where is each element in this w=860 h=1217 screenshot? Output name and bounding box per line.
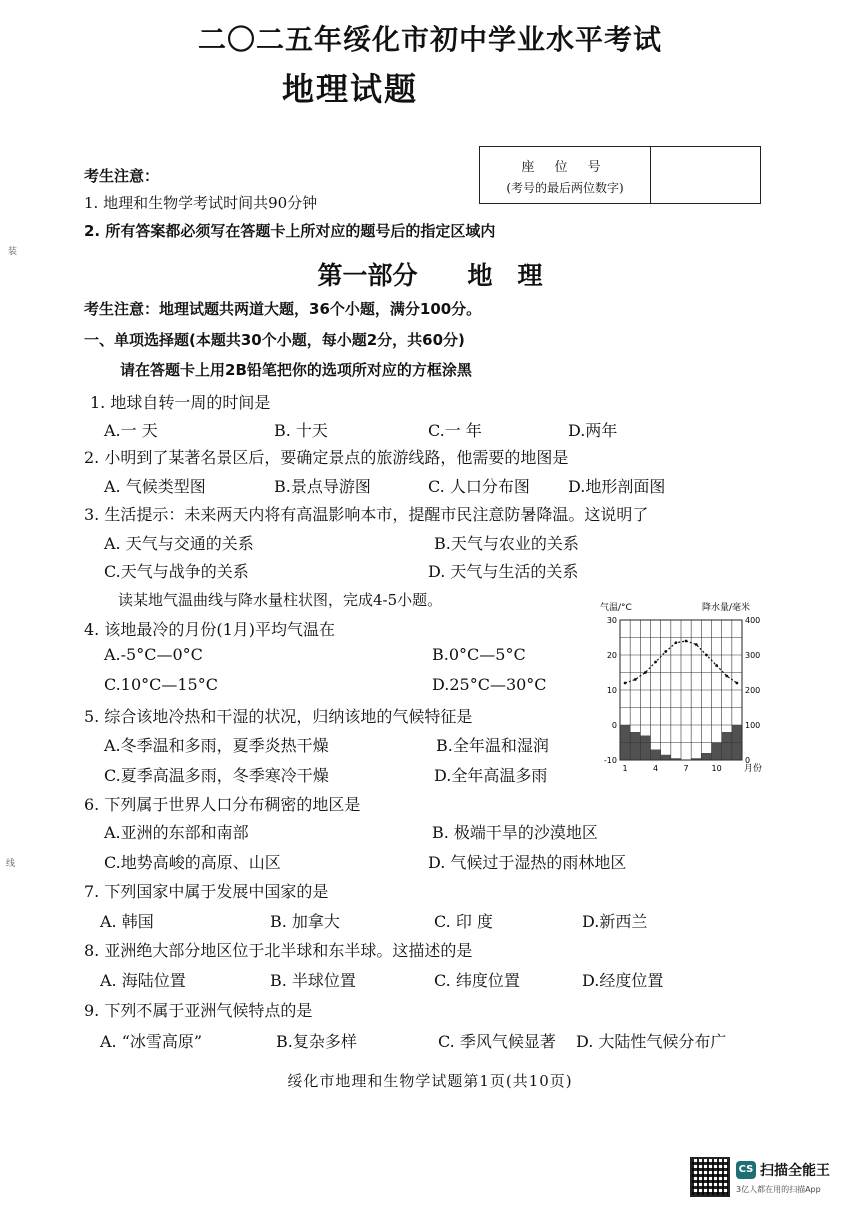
question-option: A.冬季温和多雨，夏季炎热干燥 bbox=[104, 736, 329, 755]
precipitation-bar bbox=[630, 732, 640, 760]
question-option: A.-5°C—0°C bbox=[104, 645, 203, 664]
question-option: D.地形剖面图 bbox=[568, 477, 666, 496]
question-option: C. 纬度位置 bbox=[434, 971, 520, 990]
precipitation-bar bbox=[620, 725, 630, 760]
month-tick-label: 1 bbox=[622, 764, 628, 773]
temperature-tick-label: 30 bbox=[606, 616, 617, 625]
precipitation-tick-label: 400 bbox=[745, 616, 761, 625]
temperature-point bbox=[736, 682, 739, 685]
notice-item-2: 2. 所有答案都必须写在答题卡上所对应的题号后的指定区域内 bbox=[84, 222, 496, 240]
temperature-point bbox=[715, 664, 718, 667]
question-option: A.亚洲的东部和南部 bbox=[104, 823, 249, 842]
scanner-logo: CS bbox=[736, 1161, 756, 1179]
precipitation-bar bbox=[691, 758, 701, 760]
precipitation-bar bbox=[712, 743, 722, 761]
qr-code-icon bbox=[690, 1157, 730, 1197]
question-option: C. 季风气候显著 bbox=[438, 1032, 556, 1051]
question-option: A. 海陆位置 bbox=[100, 971, 186, 990]
question-option: B. 半球位置 bbox=[270, 971, 356, 990]
question-option: D. 大陆性气候分布广 bbox=[576, 1032, 727, 1051]
temperature-point bbox=[685, 640, 688, 643]
question-option: C.地势高峻的高原、山区 bbox=[104, 853, 281, 872]
question-option: D.两年 bbox=[568, 421, 618, 440]
temperature-point bbox=[624, 682, 627, 685]
temperature-point bbox=[675, 641, 678, 644]
chart-ylabel-right: 降水量/毫米 bbox=[702, 603, 751, 613]
part-title: 第一部分 地 理 bbox=[317, 261, 543, 290]
question-option: C. 印 度 bbox=[434, 912, 493, 931]
scanner-tagline: 3亿人都在用的扫描App bbox=[736, 1185, 821, 1194]
question-option: C.天气与战争的关系 bbox=[104, 562, 249, 581]
exam-title: 二〇二五年绥化市初中学业水平考试 bbox=[197, 23, 662, 56]
temperature-point bbox=[695, 643, 698, 646]
temperature-point bbox=[634, 678, 637, 681]
binding-mark-xian: 线 bbox=[6, 859, 16, 869]
question-option: D.经度位置 bbox=[582, 971, 664, 990]
precipitation-bar bbox=[661, 755, 671, 760]
month-tick-label: 10 bbox=[711, 764, 722, 773]
question-stem: 2. 小明到了某著名景区后，要确定景点的旅游线路，他需要的地图是 bbox=[84, 448, 569, 467]
temperature-tick-label: 0 bbox=[611, 721, 617, 730]
precipitation-bar bbox=[701, 753, 711, 760]
question-option: C. 人口分布图 bbox=[428, 477, 530, 496]
seat-number-box bbox=[479, 146, 761, 204]
climate-chart bbox=[598, 600, 763, 775]
question-option: A. 气候类型图 bbox=[104, 477, 206, 496]
binding-mark-zhuang: 装 bbox=[8, 247, 18, 257]
question-option: B.景点导游图 bbox=[274, 477, 371, 496]
question-option: B.天气与农业的关系 bbox=[434, 534, 579, 553]
seat-number-label-cell bbox=[480, 147, 651, 203]
precipitation-bar bbox=[732, 725, 742, 760]
precipitation-tick-label: 200 bbox=[745, 686, 761, 695]
question-option: D.新西兰 bbox=[582, 912, 648, 931]
question-option: B.0°C—5°C bbox=[432, 645, 526, 664]
temperature-point bbox=[644, 671, 647, 674]
question-option: C.一 年 bbox=[428, 421, 482, 440]
question-option: A. 天气与交通的关系 bbox=[104, 534, 254, 553]
temperature-point bbox=[705, 654, 708, 657]
part-notice: 考生注意：地理试题共两道大题，36个小题，满分100分。 bbox=[84, 300, 482, 318]
section-heading: 一、单项选择题(本题共30个小题，每小题2分，共60分) bbox=[84, 331, 465, 349]
precipitation-bar bbox=[651, 750, 661, 761]
seat-number-hint: (考号的最后两位数字) bbox=[506, 181, 624, 195]
answer-instruction: 请在答题卡上用2B铅笔把你的选项所对应的方框涂黑 bbox=[120, 361, 472, 379]
exam-subject-title: 地理试题 bbox=[282, 70, 419, 108]
question-option: A. “冰雪高原” bbox=[100, 1032, 203, 1051]
question-stem: 8. 亚洲绝大部分地区位于北半球和东半球。这描述的是 bbox=[84, 941, 473, 960]
question-stem: 9. 下列不属于亚洲气候特点的是 bbox=[84, 1001, 313, 1020]
precipitation-tick-label: 100 bbox=[745, 721, 761, 730]
precipitation-bar bbox=[640, 736, 650, 761]
chart-ylabel-left: 气温/°C bbox=[600, 603, 632, 613]
temperature-point bbox=[664, 650, 667, 653]
question-stem: 1. 地球自转一周的时间是 bbox=[90, 393, 271, 412]
page-footer: 绥化市地理和生物学试题第1页(共10页) bbox=[287, 1072, 573, 1090]
month-tick-label: 7 bbox=[683, 764, 689, 773]
question-stem: 3. 生活提示：未来两天内将有高温影响本市，提醒市民注意防暑降温。这说明了 bbox=[84, 505, 649, 524]
precipitation-tick-label: 300 bbox=[745, 651, 761, 660]
question-option: B. 十天 bbox=[274, 421, 328, 440]
question-option: B. 极端干旱的沙漠地区 bbox=[432, 823, 598, 842]
question-option: A.一 天 bbox=[104, 421, 158, 440]
month-tick-label: 4 bbox=[653, 764, 659, 773]
temperature-point bbox=[725, 675, 728, 678]
temperature-point bbox=[654, 661, 657, 664]
question-option: B.全年温和湿润 bbox=[436, 736, 549, 755]
question-stem: 6. 下列属于世界人口分布稠密的地区是 bbox=[84, 795, 361, 814]
precipitation-tick-label: 0 bbox=[745, 756, 751, 765]
chart-xlabel: 月份 bbox=[744, 764, 763, 774]
question-option: B.复杂多样 bbox=[276, 1032, 357, 1051]
precipitation-bar bbox=[671, 758, 681, 760]
question-stem: 4. 该地最冷的月份(1月)平均气温在 bbox=[84, 620, 336, 639]
question-option: C.10°C—15°C bbox=[104, 675, 218, 694]
question-option: D. 天气与生活的关系 bbox=[428, 562, 579, 581]
notice-item-1: 1. 地理和生物学考试时间共90分钟 bbox=[84, 194, 318, 212]
question-stem: 7. 下列国家中属于发展中国家的是 bbox=[84, 882, 329, 901]
question-option: C.夏季高温多雨，冬季寒冷干燥 bbox=[104, 766, 329, 785]
question-option: A. 韩国 bbox=[100, 912, 154, 931]
question-option: D. 气候过于湿热的雨林地区 bbox=[428, 853, 627, 872]
seat-number-label: 座 位 号 bbox=[521, 160, 609, 175]
question-option: D.25°C—30°C bbox=[432, 675, 547, 694]
temperature-tick-label: -10 bbox=[603, 756, 617, 765]
temperature-tick-label: 10 bbox=[606, 686, 617, 695]
question-option: B. 加拿大 bbox=[270, 912, 340, 931]
scanner-watermark bbox=[690, 1157, 830, 1202]
chart-instruction: 读某地气温曲线与降水量柱状图，完成4-5小题。 bbox=[118, 591, 443, 609]
scanner-app-name: 扫描全能王 bbox=[760, 1163, 830, 1179]
question-option: D.全年高温多雨 bbox=[434, 766, 548, 785]
precipitation-bar bbox=[722, 732, 732, 760]
notice-heading: 考生注意： bbox=[84, 167, 160, 185]
temperature-tick-label: 20 bbox=[606, 651, 617, 660]
question-stem: 5. 综合该地冷热和干湿的状况，归纳该地的气候特征是 bbox=[84, 707, 473, 726]
